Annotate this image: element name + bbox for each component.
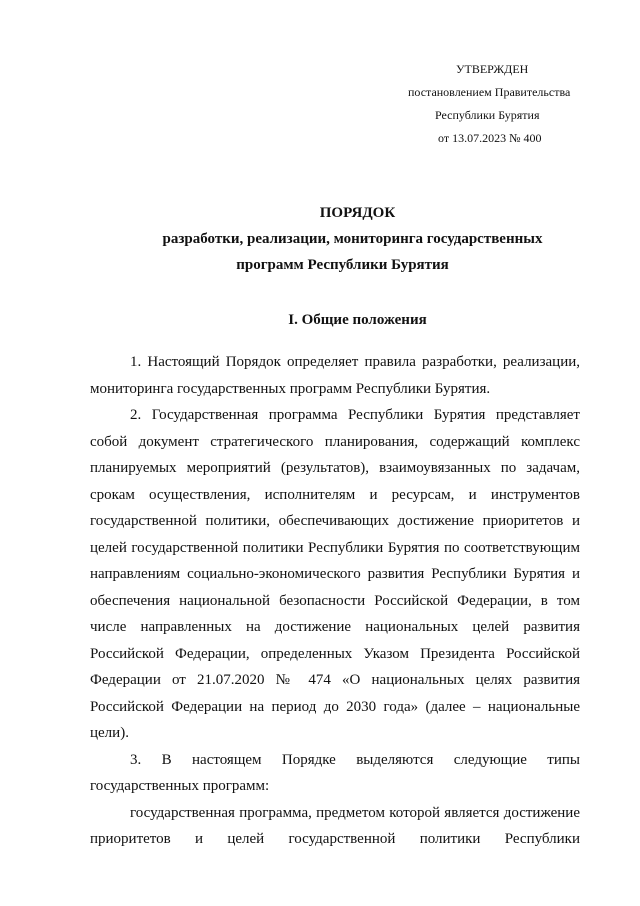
section-heading: I. Общие положения: [288, 312, 427, 328]
document-body: [90, 349, 580, 853]
paragraph-1: 1. Настоящий Порядок определяет правила разработки, реализации, мониторинга государственных программ Республики Бурятия.: [90, 354, 580, 397]
paragraph-3: 3. В настоящем Порядке выделяются следующие типы государственных программ:: [90, 751, 580, 794]
title-line-1: ПОРЯДОК: [319, 205, 396, 221]
approval-republic: Республики Бурятия: [435, 108, 540, 122]
title-line-3: программ Республики Бурятия: [236, 257, 449, 273]
approval-date-number: от 13.07.2023 № 400: [438, 131, 542, 145]
paragraph-2: 2. Государственная программа Республики Бурятия представляет собой документ стратегического планирования, содержащий комплекс планируемых мероприятий (результатов), взаимоувязанных по задачам, срокам осуществления, исполнителям и ресурсам, и инструментов государственной политики, обеспечивающих достижение приоритетов и целей государственной политики Республики Бурятия по соответствующим направлениям социально-экономического развития Республики Бурятия и обеспечения национальной безопасности Российской Федерации, в том числе направленных на достижение национальных целей развития Российской Федерации, определенных Указом Президента Российской Федерации от 21.07.2020 № 474 «О национальных целях развития Российской Федерации на период до 2030 года» (далее – национальные цели).: [90, 407, 580, 741]
title-line-2: разработки, реализации, мониторинга государственных: [162, 231, 543, 247]
document-title: [0, 200, 640, 278]
approval-label: УТВЕРЖДЕН: [456, 62, 529, 76]
approval-stamp: [390, 58, 600, 150]
paragraph-4: государственная программа, предметом которой является достижение приоритетов и целей государственной политики Республики: [90, 804, 580, 847]
approval-authority: постановлением Правительства: [408, 85, 571, 99]
